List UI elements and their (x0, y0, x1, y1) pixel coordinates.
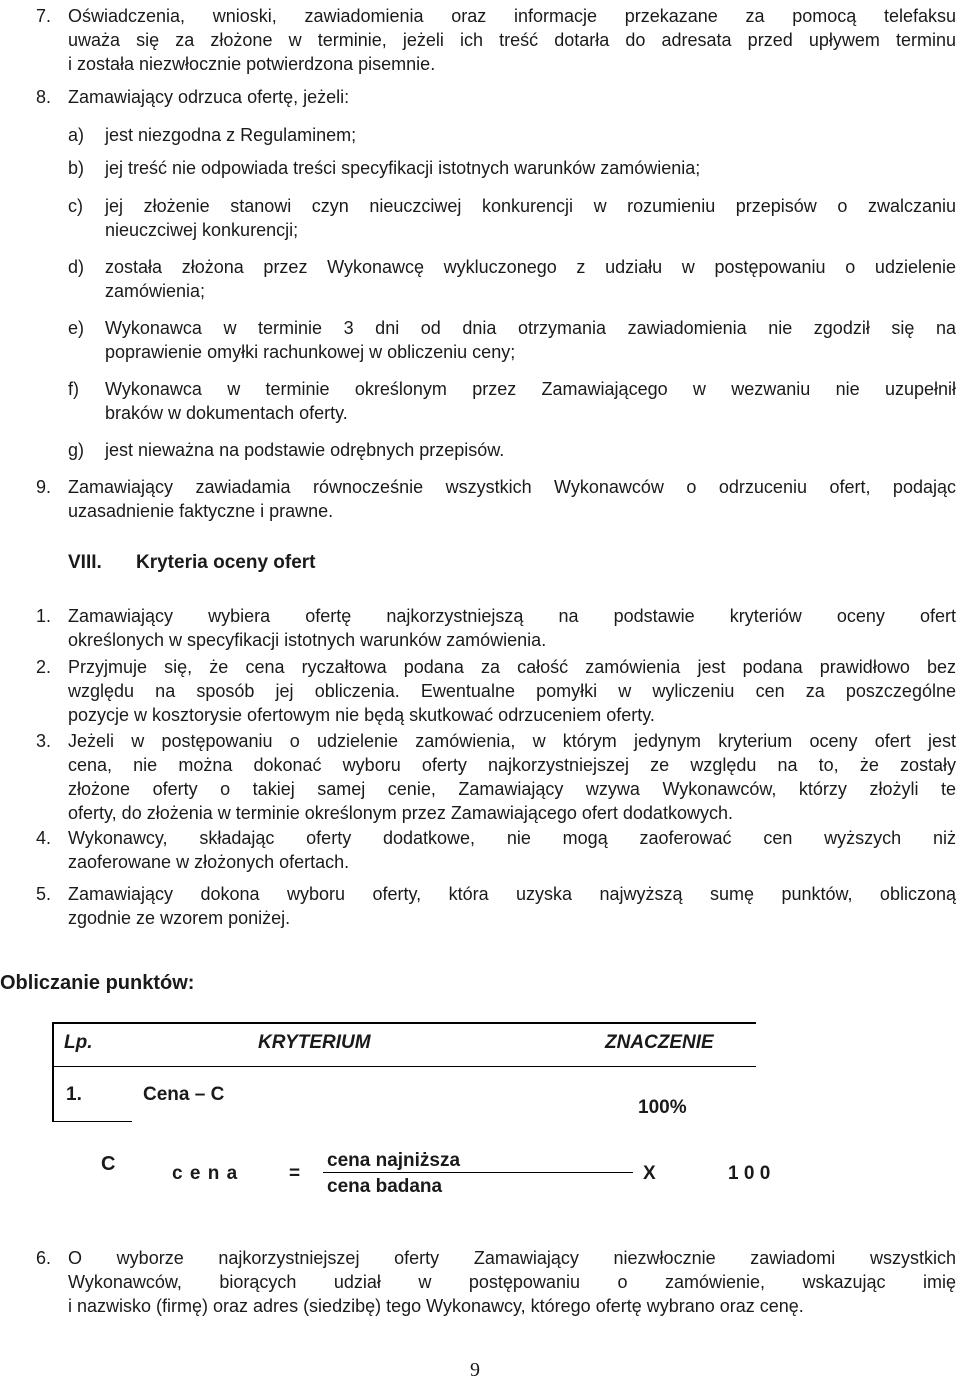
subitem-f-line-1: Wykonawca w terminie określonym przez Zamawiającego w wezwaniu nie uzupełnił (105, 379, 956, 399)
subitem-label: a) (68, 125, 85, 145)
formula-fraction-bar (323, 1172, 633, 1173)
section-roman-numeral: VIII. (68, 552, 102, 573)
item-number: 8. (36, 87, 52, 107)
criteria-item-3-line-3: złożone oferty o takiej samej cenie, Zamawiający wzywa Wykonawców, którzy złożyli te (68, 779, 956, 799)
criteria-item-5-line-1: Zamawiający dokona wyboru oferty, która uzyska najwyższą sumę punktów, obliczoną (68, 884, 956, 904)
subitem-label: b) (68, 158, 85, 178)
item-number: 7. (36, 6, 52, 26)
table-bottom-border (52, 1121, 132, 1122)
subitem-label: c) (68, 196, 83, 216)
criteria-item-5-line-2: zgodnie ze wzorem poniżej. (68, 908, 291, 928)
table-header-separator (52, 1066, 756, 1067)
item-number: 2. (36, 657, 52, 677)
criteria-item-2-line-2: względu na sposób jej obliczenia. Ewentualne pomyłki w wyliczeniu cen za poszczególne (68, 681, 956, 701)
criteria-item-2-line-1: Przyjmuje się, że cena ryczałtowa podana za całość zamówienia jest podana prawidłowo bez (68, 657, 956, 677)
item-7-line-2: uważa się za złożone w terminie, jeżeli ich treść dotarła do adresata przed upływem terminu (68, 30, 956, 50)
formula-denominator: cena badana (327, 1176, 443, 1197)
table-cell-lp: 1. (66, 1084, 82, 1105)
item-8-text: Zamawiający odrzuca ofertę, jeżeli: (68, 87, 350, 107)
item-6-line-3: i nazwisko (firmę) oraz adres (siedzibę) tego Wykonawcy, którego ofertę wybrano oraz cenę. (68, 1296, 804, 1316)
formula-lhs: C (101, 1153, 116, 1175)
item-number: 4. (36, 828, 52, 848)
subitem-label: d) (68, 257, 85, 277)
item-number: 5. (36, 884, 52, 904)
page-number: 9 (470, 1359, 480, 1381)
table-top-border (52, 1022, 756, 1024)
table-cell-kryterium: Cena – C (143, 1084, 225, 1105)
criteria-item-1-line-2: określonych w specyfikacji istotnych warunków zamówienia. (68, 630, 547, 650)
criteria-item-3-line-2: cena, nie można dokonać wyboru oferty najkorzystniejszej ze względu na to, że zostały (68, 755, 956, 775)
subitem-label: f) (68, 379, 79, 399)
item-6-line-2: Wykonawców, biorących udział w postępowaniu o zamówienie, wskazując imię (68, 1272, 956, 1292)
formula-equals: = (289, 1163, 301, 1184)
subitem-f-line-2: braków w dokumentach oferty. (105, 403, 348, 423)
formula-label: c e n a (172, 1163, 239, 1184)
item-9-line-2: uzasadnienie faktyczne i prawne. (68, 501, 334, 521)
subitem-c-line-2: nieuczciwej konkurencji; (105, 220, 299, 240)
subitem-g: jest nieważna na podstawie odrębnych przepisów. (105, 440, 505, 460)
subitem-c-line-1: jej złożenie stanowi czyn nieuczciwej konkurencji w rozumieniu przepisów o zwalczaniu (105, 196, 956, 216)
criteria-item-4-line-2: zaoferowane w złożonych ofertach. (68, 852, 350, 872)
item-number: 3. (36, 731, 52, 751)
table-header-lp: Lp. (64, 1032, 93, 1053)
item-number: 6. (36, 1248, 52, 1268)
criteria-item-1-line-1: Zamawiający wybiera ofertę najkorzystniejszą na podstawie kryteriów oceny ofert (68, 606, 956, 626)
subitem-label: e) (68, 318, 85, 338)
table-header-kryterium: KRYTERIUM (258, 1032, 371, 1053)
subitem-e-line-1: Wykonawca w terminie 3 dni od dnia otrzymania zawiadomienia nie zgodził się na (105, 318, 956, 338)
item-7-line-3: i została niezwłocznie potwierdzona pisemnie. (68, 54, 436, 74)
criteria-item-2-line-3: pozycje w kosztorysie ofertowym nie będą skutkować odrzuceniem oferty. (68, 705, 655, 725)
criteria-item-3-line-1: Jeżeli w postępowaniu o udzielenie zamówienia, w którym jedynym kryterium oceny ofert jest (68, 731, 956, 751)
subitem-a: jest niezgodna z Regulaminem; (105, 125, 357, 145)
subitem-d-line-2: zamówienia; (105, 281, 206, 301)
table-left-border (52, 1022, 54, 1122)
subitem-e-line-2: poprawienie omyłki rachunkowej w obliczeniu ceny; (105, 342, 516, 362)
subitem-label: g) (68, 440, 85, 460)
subitem-b: jej treść nie odpowiada treści specyfikacji istotnych warunków zamówienia; (105, 158, 701, 178)
formula-numerator: cena najniższa (327, 1150, 461, 1171)
formula-factor: 1 0 0 (728, 1163, 771, 1184)
item-number: 9. (36, 477, 52, 497)
item-7-line-1: Oświadczenia, wnioski, zawiadomienia oraz informacje przekazane za pomocą telefaksu (68, 6, 956, 26)
item-number: 1. (36, 606, 52, 626)
criteria-item-3-line-4: oferty, do złożenia w terminie określonym przez Zamawiającego ofert dodatkowych. (68, 803, 733, 823)
item-9-line-1: Zamawiający zawiadamia równocześnie wszystkich Wykonawców o odrzuceniu ofert, podając (68, 477, 956, 497)
criteria-item-4-line-1: Wykonawcy, składając oferty dodatkowe, nie mogą zaoferować cen wyższych niż (68, 828, 956, 848)
section-title: Kryteria oceny ofert (136, 552, 316, 573)
table-cell-znaczenie: 100% (638, 1097, 687, 1118)
item-6-line-1: O wyborze najkorzystniejszej oferty Zamawiający niezwłocznie zawiadomi wszystkich (68, 1248, 956, 1268)
points-heading: Obliczanie punktów: (0, 972, 195, 994)
formula-times: X (643, 1163, 656, 1184)
subitem-d-line-1: została złożona przez Wykonawcę wykluczonego z udziału w postępowaniu o udzielenie (105, 257, 956, 277)
table-header-znaczenie: ZNACZENIE (605, 1032, 714, 1053)
